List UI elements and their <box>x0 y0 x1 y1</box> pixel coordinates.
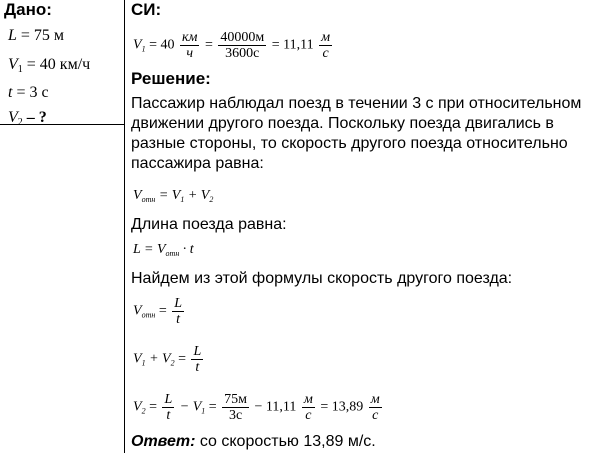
given-row-speed2: $V_2$ – ? <box>8 109 47 128</box>
fraction-l-over-t: $\frac{L}{t}$ <box>174 296 183 327</box>
si-title: СИ: <box>131 0 162 19</box>
solution-title: Решение: <box>131 69 211 88</box>
fraction-m-per-s: м с <box>321 30 331 61</box>
fraction-l-over-t-3: $\frac{L}{t}$ <box>164 392 173 423</box>
answer-text: со скоростью 13,89 м/с. <box>195 433 376 450</box>
answer-label: Ответ: <box>131 433 196 450</box>
given-row-speed1: $V_1 = 40$ км/ч <box>8 56 91 75</box>
fraction-m-per-s-calc: 40000м 3600с <box>220 30 265 61</box>
given-row-length: L = 75 м <box>8 27 65 44</box>
formula-sum-speeds: $V_1 + V_2$ = $\frac{L}{t}$ <box>133 344 202 375</box>
formula-relative-speed: $V_{отн} = V_1 + V_2$ <box>133 188 214 204</box>
given-row-time: t = 3 с <box>8 84 49 101</box>
solution-paragraph-2: Длина поезда равна: <box>131 216 287 233</box>
given-title: Дано: <box>4 0 52 19</box>
fraction-m-per-s-2: м с <box>303 392 313 423</box>
answer-line <box>131 432 376 452</box>
fraction-km-per-h: км ч <box>181 30 198 61</box>
fraction-75m-over-3s: 75м 3с <box>224 392 248 423</box>
fraction-m-per-s-3: м с <box>370 392 380 423</box>
si-conversion-formula: $V_1 = 40$ км ч = 40000м 3600с = 11,11 м с <box>133 30 331 61</box>
formula-train-length: $L = V_{отн} \cdot t$ <box>133 242 194 258</box>
formula-speed2-result: $V_2$ = $\frac{L}{t}$ − $V_1$ = 75м 3с − 11,11 м с = 13,89 м с <box>133 392 380 423</box>
formula-relative-speed-ratio: $V_{отн}$ = $\frac{L}{t}$ <box>133 296 183 327</box>
fraction-l-over-t-2: $\frac{L}{t}$ <box>193 344 202 375</box>
vertical-divider <box>124 0 125 453</box>
solution-paragraph-1: Пассажир наблюдал поезд в течении 3 с при относительном движении другого поезда. Поскольку поезда двигались в разные стороны, то скорость другого поезда относительно пассажира равна: <box>131 95 582 172</box>
solution-paragraph-3: Найдем из этой формулы скорость другого поезда: <box>131 270 513 287</box>
